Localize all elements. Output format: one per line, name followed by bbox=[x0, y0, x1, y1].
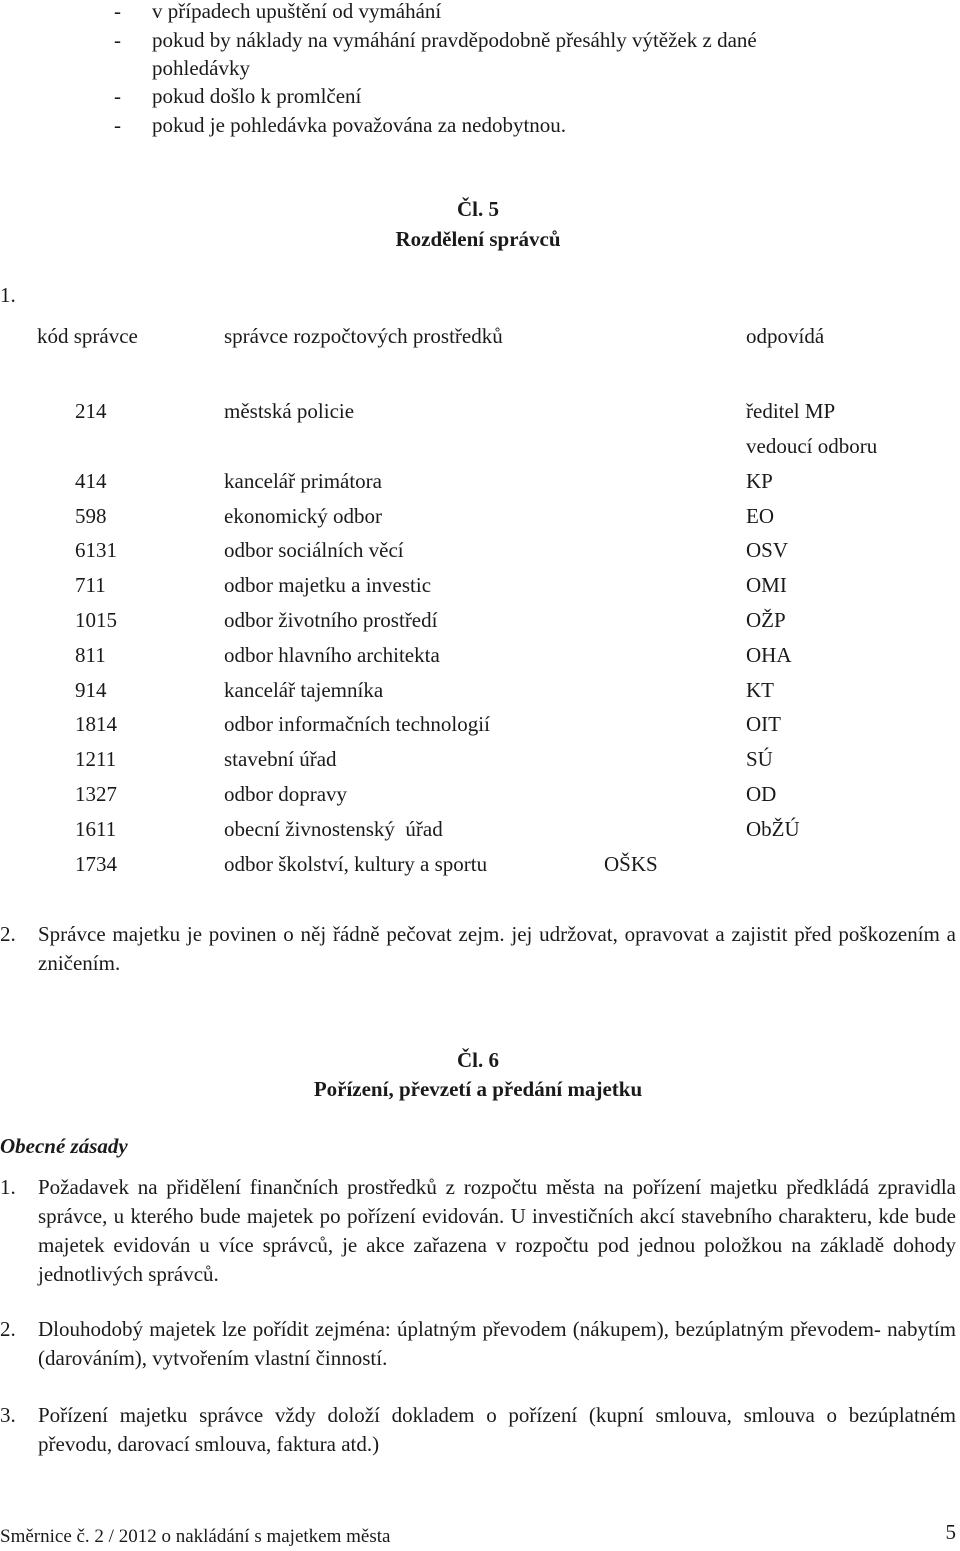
table-row bbox=[0, 850, 960, 880]
list-dash: - bbox=[114, 0, 121, 23]
cell-responsible: OSV bbox=[746, 538, 789, 562]
cell-code: 1015 bbox=[75, 608, 117, 632]
table-row bbox=[0, 710, 960, 740]
article-5-number: Čl. 5 bbox=[457, 197, 499, 221]
table-row bbox=[0, 780, 960, 810]
paragraph-text: Požadavek na přidělení finančních prostředků z rozpočtu města na pořízení majetku předkládá zpravidla správce, u kterého bude majetek po pořízení evidován. U investičních akcí stavebního charakteru, kde bude majetek evidován u více správců, je akce zařazena v rozpočtu pod jednou položkou na základě dohody jednotlivých správců. bbox=[38, 1175, 956, 1286]
list-dash: - bbox=[114, 84, 121, 108]
paragraph-art6-item-2 bbox=[0, 1315, 956, 1375]
cell-responsible: OŽP bbox=[746, 608, 786, 632]
paragraph-item-2 bbox=[0, 920, 956, 980]
cell-name: kancelář tajemníka bbox=[224, 678, 384, 702]
article-6-number: Čl. 6 bbox=[457, 1048, 499, 1072]
cell-name: odbor sociálních věcí bbox=[224, 538, 404, 562]
cell-responsible: ObŽÚ bbox=[746, 817, 800, 841]
list-dash: - bbox=[114, 28, 121, 52]
cell-code: 6131 bbox=[75, 538, 117, 562]
cell-name: odbor majetku a investic bbox=[224, 573, 432, 597]
cell-responsible: ředitel MP bbox=[746, 399, 836, 423]
cell-responsible: EO bbox=[746, 504, 774, 528]
list-item: pokud došlo k promlčení bbox=[152, 84, 362, 108]
list-item: pokud je pohledávka považována za nedobytnou. bbox=[152, 113, 567, 137]
table-row bbox=[0, 432, 960, 462]
table-row bbox=[0, 815, 960, 845]
list-item: v případech upuštění od vymáhání bbox=[152, 0, 442, 23]
cell-code: 1814 bbox=[75, 712, 117, 736]
cell-name: odbor dopravy bbox=[224, 782, 348, 806]
cell-name: městská policie bbox=[224, 399, 355, 423]
cell-responsible: KT bbox=[746, 678, 774, 702]
cell-code: 711 bbox=[75, 573, 106, 597]
table-row bbox=[0, 641, 960, 671]
article-6-title: Pořízení, převzetí a předání majetku bbox=[313, 1077, 643, 1101]
cell-responsible: SÚ bbox=[746, 747, 773, 771]
paragraph-number: 2. bbox=[0, 1317, 16, 1341]
item-1-number: 1. bbox=[0, 283, 16, 307]
list-dash: - bbox=[114, 113, 121, 137]
cell-name: odbor životního prostředí bbox=[224, 608, 438, 632]
cell-name: kancelář primátora bbox=[224, 469, 382, 493]
footer-title: Směrnice č. 2 / 2012 o nakládání s majetkem města bbox=[0, 1526, 391, 1547]
cell-responsible: OMI bbox=[746, 573, 787, 597]
table-row bbox=[0, 745, 960, 775]
table-row bbox=[0, 502, 960, 532]
cell-code: 1734 bbox=[75, 852, 117, 876]
cell-code: 811 bbox=[75, 643, 106, 667]
list-item: pokud by náklady na vymáhání pravděpodobně přesáhly výtěžek z dané bbox=[152, 28, 757, 52]
section-heading: Obecné zásady bbox=[0, 1134, 128, 1158]
cell-responsible: OIT bbox=[746, 712, 781, 736]
cell-responsible: OHA bbox=[746, 643, 792, 667]
table-row bbox=[0, 571, 960, 601]
page-number: 5 bbox=[945, 1520, 956, 1544]
cell-code: 914 bbox=[75, 678, 107, 702]
cell-code: 598 bbox=[75, 504, 107, 528]
table-row bbox=[0, 606, 960, 636]
table-row bbox=[0, 397, 960, 427]
cell-name: stavební úřad bbox=[224, 747, 337, 771]
paragraph-art6-item-1 bbox=[0, 1173, 956, 1293]
table-row bbox=[0, 676, 960, 706]
cell-code: 214 bbox=[75, 399, 107, 423]
header-code: kód správce bbox=[37, 324, 138, 348]
cell-code: 414 bbox=[75, 469, 107, 493]
cell-name: odbor informačních technologií bbox=[224, 712, 490, 736]
paragraph-text: Pořízení majetku správce vždy doloží dokladem o pořízení (kupní smlouva, smlouva o bezúplatném převodu, darovací smlouva, faktura atd.) bbox=[38, 1403, 956, 1456]
cell-responsible: OŠKS bbox=[604, 852, 658, 876]
list-item-continuation: pohledávky bbox=[152, 56, 250, 80]
paragraph-number: 2. bbox=[0, 922, 16, 946]
table-header bbox=[0, 322, 960, 352]
paragraph-text: Dlouhodobý majetek lze pořídit zejména: úplatným převodem (nákupem), bezúplatným převodem- nabytím (darováním), vytvořením vlastní činností. bbox=[38, 1317, 956, 1370]
table-row bbox=[0, 467, 960, 497]
cell-name: ekonomický odbor bbox=[224, 504, 383, 528]
cell-responsible: vedoucí odboru bbox=[746, 434, 878, 458]
cell-name: obecní živnostenský úřad bbox=[224, 817, 443, 841]
paragraph-number: 3. bbox=[0, 1403, 16, 1427]
cell-code: 1611 bbox=[75, 817, 117, 841]
header-name: správce rozpočtových prostředků bbox=[224, 324, 503, 348]
paragraph-art6-item-3 bbox=[0, 1401, 956, 1461]
cell-responsible: OD bbox=[746, 782, 777, 806]
cell-name: odbor školství, kultury a sportu bbox=[224, 852, 488, 876]
cell-code: 1327 bbox=[75, 782, 117, 806]
article-5-title: Rozdělení správců bbox=[395, 227, 561, 251]
paragraph-text: Správce majetku je povinen o něj řádně pečovat zejm. jej udržovat, opravovat a zajistit před poškozením a zničením. bbox=[38, 922, 956, 975]
table-row bbox=[0, 536, 960, 566]
paragraph-number: 1. bbox=[0, 1175, 16, 1199]
cell-code: 1211 bbox=[75, 747, 117, 771]
cell-name: odbor hlavního architekta bbox=[224, 643, 440, 667]
header-responsible: odpovídá bbox=[746, 324, 825, 348]
cell-responsible: KP bbox=[746, 469, 773, 493]
